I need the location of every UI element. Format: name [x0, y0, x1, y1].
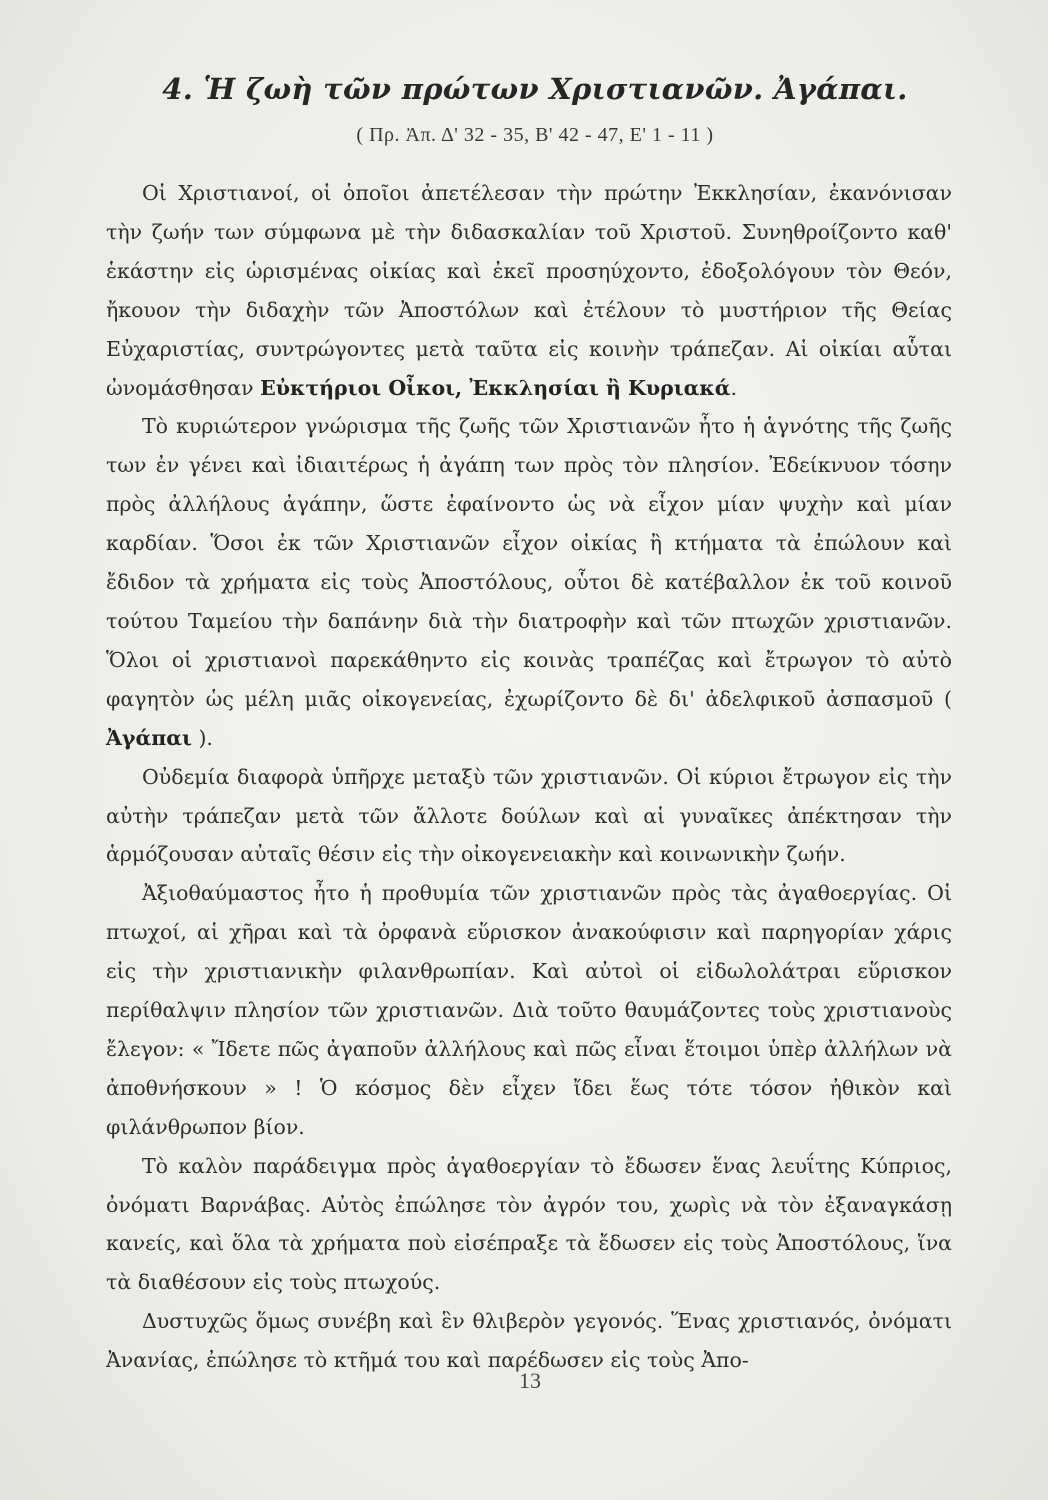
body-text — [106, 174, 952, 1380]
paragraph-text: ). — [191, 725, 213, 750]
page-number: 13 — [519, 1368, 541, 1393]
paragraph-text: . — [730, 375, 738, 400]
paragraph-text: Τὸ κυριώτερον γνώρισμα τῆς ζωῆς τῶν Χριστιανῶν ἦτο ἡ ἁγνότης τῆς ζωῆς των ἐν γένει καὶ ἰδιαιτέρως ἡ ἀγάπη των πρὸς τὸν πλησίον. Ἐδείκνυον τόσην πρὸς ἀλλήλους ἀγάπην, ὥστε ἐφαίνοντο ὡς νὰ εἶχον μίαν ψυχὴν καὶ μίαν καρδίαν. Ὅσοι ἐκ τῶν Χριστιανῶν εἶχον οἰκίας ἢ κτήματα τὰ ἐπώλουν καὶ ἔδιδον τὰ χρήματα εἰς τοὺς Ἀποστόλους, οὗτοι δὲ κατέβαλλον ἐκ τοῦ κοινοῦ τούτου Ταμείου τὴν δαπάνην διὰ τὴν διατροφὴν καὶ τῶν πτωχῶν χριστιανῶν. Ὅλοι οἱ χριστιανοὶ παρεκάθηντο εἰς κοινὰς τραπέζας καὶ ἔτρωγον τὸ αὐτὸ φαγητὸν ὡς μέλη μιᾶς οἰκογενείας, ἐχωρίζοντο δὲ δι' ἀδελφικοῦ ἀσπασμοῦ ( — [106, 414, 952, 711]
paragraph-5 — [106, 1147, 952, 1303]
paragraph-text: Οὐδεμία διαφορὰ ὑπῆρχε μεταξὺ τῶν χριστιανῶν. Οἱ κύριοι ἔτρωγον εἰς τὴν αὐτὴν τράπεζαν μετὰ τῶν ἄλλοτε δούλων καὶ αἱ γυναῖκες ἀπέκτησαν τὴν ἁρμόζουσαν αὐταῖς θέσιν εἰς τὴν οἰκογενειακὴν καὶ κοινωνικὴν ζωήν. — [106, 764, 952, 867]
paragraph-2 — [106, 407, 952, 757]
paragraph-3 — [106, 758, 952, 875]
scripture-reference: ( Πρ. Ἀπ. Δ' 32 - 35, Β' 42 - 47, Ε' 1 - 11 ) — [356, 124, 714, 146]
paragraph-text: Ἀξιοθαύμαστος ἦτο ἡ προθυμία τῶν χριστιανῶν πρὸς τὰς ἀγαθοεργίας. Οἱ πτωχοί, αἱ χῆραι καὶ τὰ ὀρφανὰ εὕρισκον ἀνακούφισιν καὶ παρηγορίαν χάρις εἰς τὴν χριστιανικὴν φιλανθρωπίαν. Καὶ αὐτοὶ οἱ εἰδωλολάτραι εὕρισκον περίθαλψιν πλησίον τῶν χριστιανῶν. Διὰ τοῦτο θαυμάζοντες τοὺς χριστιανοὺς ἔλεγον: « Ἴδετε πῶς ἀγαποῦν ἀλλήλους καὶ πῶς εἶναι ἕτοιμοι ὑπὲρ ἀλλήλων νὰ ἀποθνήσκουν » ! Ὁ κόσμος δὲν εἶχεν ἴδει ἕως τότε τόσον ἠθικὸν καὶ φιλάνθρωπον βίον. — [106, 881, 952, 1139]
bold-term: Ἀγάπαι — [106, 725, 192, 750]
bold-term: Εὐκτήριοι Οἶκοι, Ἐκκλησίαι ἢ Κυριακά — [260, 375, 731, 400]
paragraph-4 — [106, 874, 952, 1146]
paragraph-1 — [106, 174, 952, 407]
paragraph-text: Τὸ καλὸν παράδειγμα πρὸς ἀγαθοεργίαν τὸ ἔδωσεν ἕνας λευΐτης Κύπριος, ὀνόματι Βαρνάβας. Αὐτὸς ἐπώλησε τὸν ἀγρόν του, χωρὶς νὰ τὸν ἐξαναγκάσῃ κανείς, καὶ ὅλα τὰ χρήματα ποὺ εἰσέπραξε τὰ ἔδωσεν εἰς τοὺς Ἀποστόλους, ἵνα τὰ διαθέσουν εἰς τοὺς πτωχούς. — [106, 1153, 952, 1295]
paragraph-text: Οἱ Χριστιανοί, οἱ ὁποῖοι ἀπετέλεσαν τὴν πρώτην Ἐκκλησίαν, ἐκανόνισαν τὴν ζωήν των σύμφωνα μὲ τὴν διδασκαλίαν τοῦ Χριστοῦ. Συνηθροίζοντο καθ' ἑκάστην εἰς ὡρισμένας οἰκίας καὶ ἐκεῖ προσηύχοντο, ἐδοξολόγουν τὸν Θεόν, ἤκουον τὴν διδαχὴν τῶν Ἀποστόλων καὶ ἐτέλουν τὸ μυστήριον τῆς Θείας Εὐχαριστίας, συντρώγοντες μετὰ ταῦτα εἰς κοινὴν τράπεζαν. Αἱ οἰκίαι αὗται ὠνομάσθησαν — [106, 181, 952, 400]
chapter-heading: 4. Ἡ ζωὴ τῶν πρώτων Χριστιανῶν. Ἀγάπαι. — [162, 72, 908, 106]
paragraph-text: Δυστυχῶς ὅμως συνέβη καὶ ἓν θλιβερὸν γεγονός. Ἕνας χριστιανός, ὀνόματι Ἀνανίας, ἐπώλησε τὸ κτῆμά του καὶ παρέδωσεν εἰς τοὺς Ἀπο- — [106, 1309, 952, 1373]
